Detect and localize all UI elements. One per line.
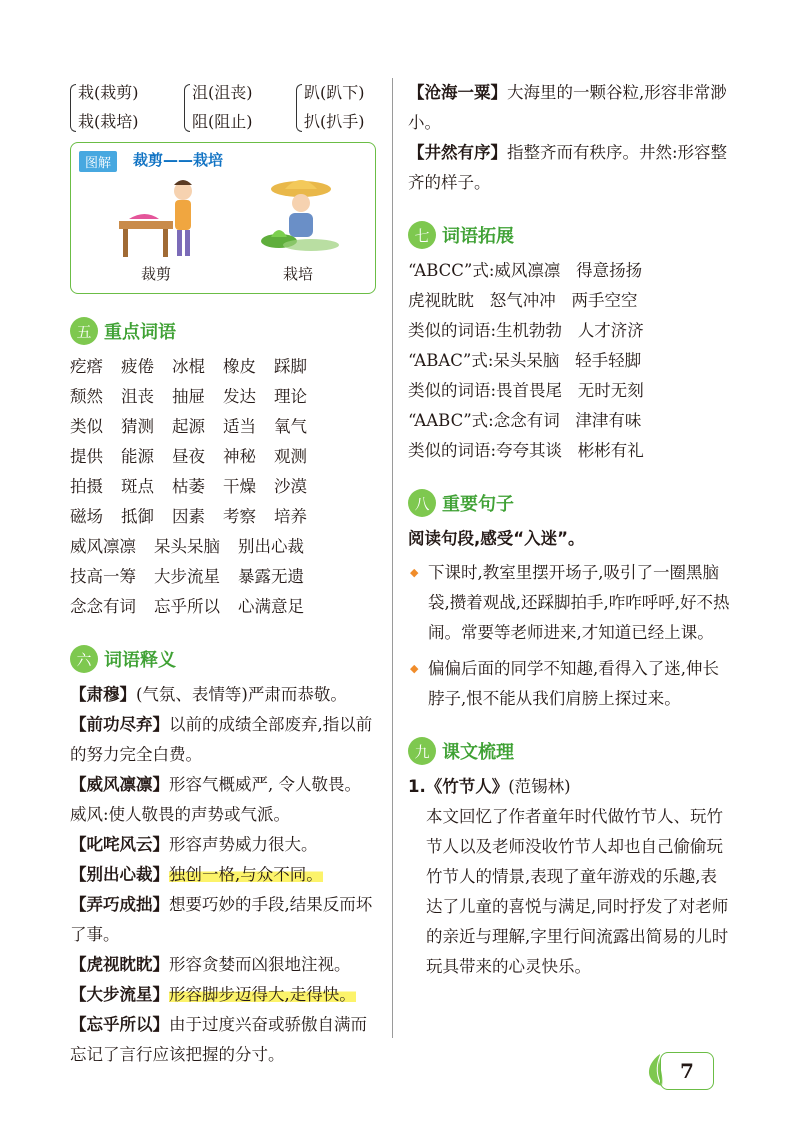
definition-item: 【弄巧成拙】想要巧妙的手段,结果反而坏了事。 [70,895,373,944]
left-column [70,78,376,1070]
section-title: 重点词语 [104,322,176,343]
definition-item: 【忘乎所以】由于过度兴奋或骄傲自满而忘记了言行应该把握的分寸。 [70,1015,367,1064]
definition-item: 【肃穆】(气氛、表情等)严肃而恭敬。 [70,685,347,704]
word-row: 念念有词 忘乎所以 心满意足 [70,597,304,616]
expansion-line: 类似的词语:生机勃勃 人才济济 [408,321,644,340]
expansion-line: 类似的词语:夸夸其谈 彬彬有礼 [408,441,644,460]
section-title: 课文梳理 [442,742,514,763]
char-group-1: 栽(栽剪) 栽(栽培) [70,78,139,136]
expansion-list [408,256,730,466]
expansion-line: “ABAC”式:呆头呆脑 轻手轻脚 [408,351,642,370]
right-column [408,78,730,982]
section-number-badge: 八 [408,489,436,517]
highlighted-text: 独创一格,与众不同。 [169,865,323,884]
word-row: 疙瘩 疲倦 冰棍 橡皮 踩脚 [70,357,307,376]
column-divider [392,78,393,1038]
page-number: 7 [660,1052,714,1090]
section-title: 词语拓展 [442,226,514,247]
illustration-box [70,142,376,294]
section-definitions-header [70,644,376,674]
definition-item: 【沧海一粟】大海里的一颗谷粒,形容非常渺小。 [408,83,727,132]
definition-item: 【威风凛凛】形容气概威严, 令人敬畏。威风:使人敬畏的声势或气派。 [70,775,361,824]
definition-item: 【大步流星】形容脚步迈得大,走得快。 [70,985,356,1004]
expansion-line: “AABC”式:念念有词 津津有味 [408,411,642,430]
section-expansion-header [408,220,730,250]
illustration-caption-right: 栽培 [283,265,314,283]
section-title: 词语释义 [104,650,176,671]
illustration-caption-left: 裁剪 [141,265,172,283]
word-row: 类似 猜测 起源 适当 氧气 [70,417,307,436]
word-row: 磁场 抵御 因素 考察 培养 [70,507,307,526]
definition-item: 【别出心裁】独创一格,与众不同。 [70,865,323,884]
definition-item: 【井然有序】指整齐而有秩序。井然:形容整齐的样子。 [408,143,728,192]
definitions-list [70,680,376,1070]
sentence-item: ◆ 下课时,教室里摆开场子,吸引了一圈黑脑袋,攒着观战,还踩脚拍手,咋咋呼呼,好不热闹。常要等老师进来,才知道已经上课。 [408,558,730,648]
highlighted-text: 形容脚步迈得大,走得快。 [169,985,356,1004]
sentences-lead: 阅读句段,感受“入迷”。 [408,529,585,548]
word-row: 拍摄 斑点 枯萎 干燥 沙漠 [70,477,307,496]
section-number-badge: 九 [408,737,436,765]
section-number-badge: 六 [70,645,98,673]
definition-item: 【叱咤风云】形容声势威力很大。 [70,835,318,854]
section-number-badge: 七 [408,221,436,249]
definition-item: 【虎视眈眈】形容贪婪而凶狠地注视。 [70,955,351,974]
tailor-illustration [111,173,211,261]
section-title: 重要句子 [442,494,514,515]
summary-heading: 1.《竹节人》(范锡林) [408,777,571,796]
word-row: 技高一筹 大步流星 暴露无遗 [70,567,304,586]
section-key-words-header [70,316,376,346]
word-row: 颓然 沮丧 抽屉 发达 理论 [70,387,307,406]
section-number-badge: 五 [70,317,98,345]
char-compare [70,78,376,140]
section-sentences-header [408,488,730,518]
word-row: 提供 能源 昼夜 神秘 观测 [70,447,307,466]
word-row: 威风凛凛 呆头呆脑 别出心裁 [70,537,304,556]
expansion-line: 类似的词语:畏首畏尾 无时无刻 [408,381,644,400]
gardener-illustration [249,175,349,261]
sentence-item: ◆ 偏偏后面的同学不知趣,看得入了迷,伸长脖子,恨不能从我们肩膀上探过来。 [408,654,730,714]
key-words-grid [70,352,376,622]
definition-item: 【前功尽弃】以前的成绩全部废弃,指以前的努力完全白费。 [70,715,373,764]
char-group-2: 沮(沮丧) 阻(阻止) [184,78,253,136]
illustration-title: 裁剪——栽培 [133,151,224,169]
illustration-tag: 图解 [79,151,117,172]
expansion-line: “ABCC”式:威风凛凛 得意扬扬 [408,261,643,280]
section-summary-header [408,736,730,766]
expansion-line: 虎视眈眈 怒气冲冲 两手空空 [408,291,638,310]
summary-body: 本文回忆了作者童年时代做竹节人、玩竹节人以及老师没收竹节人却也自己偷偷玩竹节人的情景,表现了童年游戏的乐趣,表达了儿童的喜悦与满足,同时抒发了对老师的亲近与理解,字里行间流露出简易的儿时玩具带来的心灵快乐。 [426,807,729,976]
char-group-3: 趴(趴下) 扒(扒手) [296,78,365,136]
